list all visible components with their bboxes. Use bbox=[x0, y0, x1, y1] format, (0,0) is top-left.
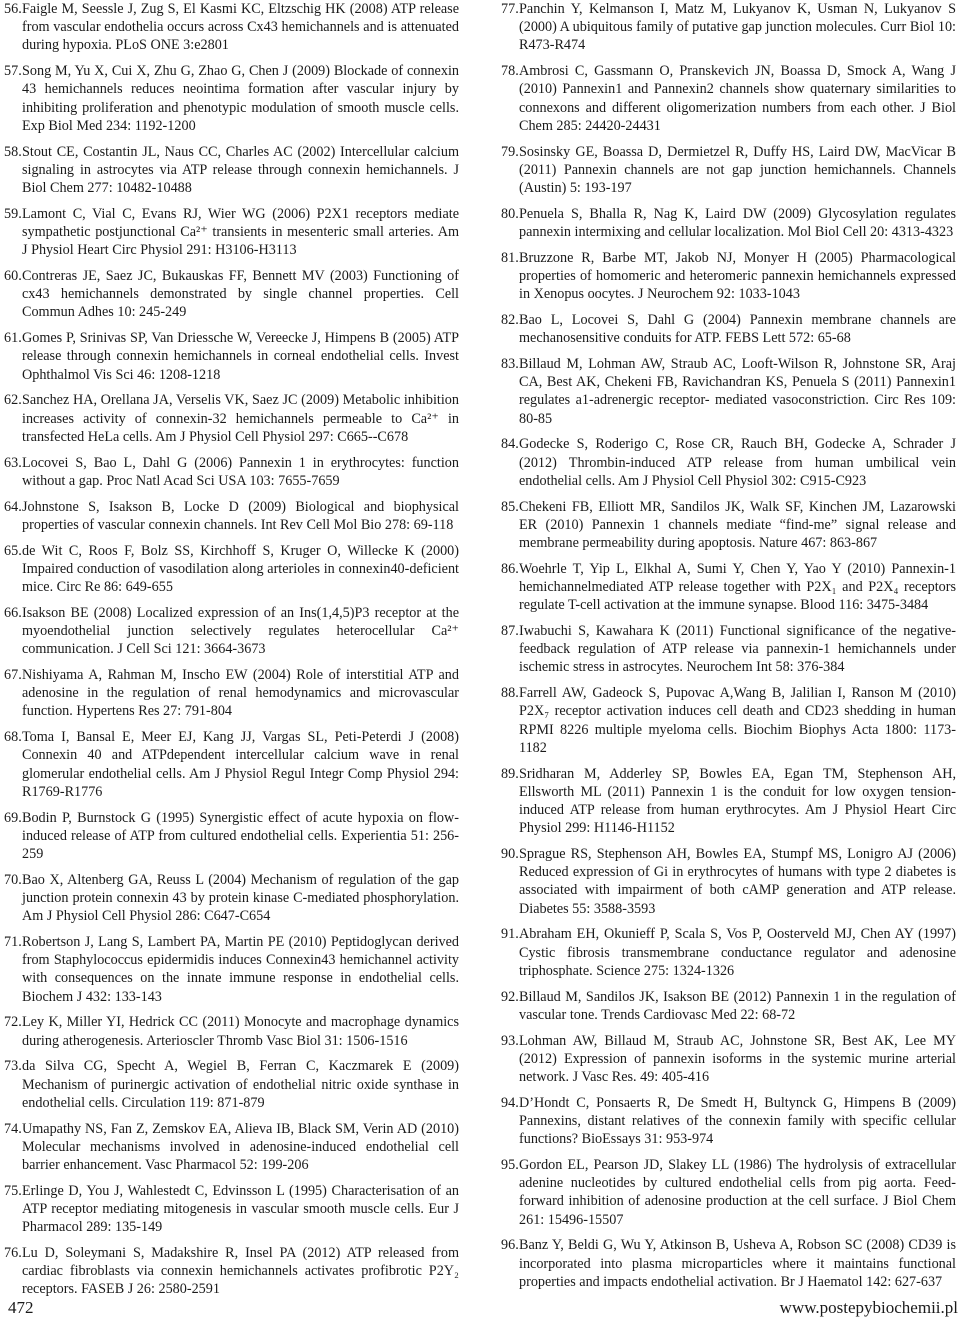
reference-text: Abraham EH, Okunieff P, Scala S, Vos P, Oosterveld MJ, Chen AY (1997) Cystic fibrosis transmembrane conductance regulator and adenosine triphosphate. Science 275: 1324-1326 bbox=[519, 926, 956, 979]
reference-number: 89. bbox=[501, 765, 519, 782]
reference-text: Nishiyama A, Rahman M, Inscho EW (2004) Role of interstitial ATP and adenosine in the regulation of renal hemodynamics and microvascular function. Hypertens Res 27: 791-804 bbox=[22, 667, 459, 720]
reference-item bbox=[501, 143, 956, 198]
reference-number: 86. bbox=[501, 560, 519, 577]
reference-text: Lamont C, Vial C, Evans RJ, Wier WG (2006) P2X1 receptors mediate sympathetic postjunctional Ca²⁺ transients in mesenteric small arteries. Am J Physiol Heart Circ Physiol 291: H3106-H3113 bbox=[22, 205, 459, 259]
reference-item bbox=[501, 622, 956, 677]
reference-number: 93. bbox=[501, 1032, 519, 1049]
reference-item bbox=[4, 871, 459, 926]
reference-item bbox=[4, 143, 459, 198]
reference-number: 80. bbox=[501, 205, 519, 222]
reference-item bbox=[4, 329, 459, 384]
reference-text: Banz Y, Beldi G, Wu Y, Atkinson B, Usheva A, Robson SC (2008) CD39 is incorporated into plasma microparticles where it maintains functional properties and impacts endothelial activation. Br J Haematol 142: 627-637 bbox=[519, 1237, 956, 1290]
reference-number: 94. bbox=[501, 1094, 519, 1111]
reference-number: 95. bbox=[501, 1157, 519, 1174]
reference-item bbox=[4, 1244, 459, 1299]
reference-text: Panchin Y, Kelmanson I, Matz M, Lukyanov K, Usman N, Lukyanov S (2000) A ubiquitous family of putative gap junction molecules. Curr Biol 10: R473-R474 bbox=[519, 1, 956, 54]
reference-text: Sanchez HA, Orellana JA, Verselis VK, Saez JC (2009) Metabolic inhibition increases activity of connexin-32 hemichannels permeable to Ca²⁺ in transfected HeLa cells. Am J Physiol Cell Physiol 297: C665--C678 bbox=[22, 392, 459, 445]
reference-number: 82. bbox=[501, 312, 519, 329]
reference-text: Faigle M, Seessle J, Zug S, El Kasmi KC, Eltzschig HK (2008) ATP release from vascular endothelia occurs across Cx43 hemichannels and is attenuated during hypoxia. PLoS ONE 3:e2801 bbox=[22, 1, 459, 54]
reference-number: 73. bbox=[4, 1058, 22, 1075]
reference-item bbox=[4, 1120, 459, 1175]
reference-item bbox=[4, 62, 459, 135]
reference-item bbox=[4, 1182, 459, 1237]
reference-text: Lohman AW, Billaud M, Straub AC, Johnstone SR, Best AK, Lee MY (2012) Expression of pannexin isoforms in the systemic murine arterial network. J Vasc Res. 49: 405-416 bbox=[519, 1032, 956, 1086]
reference-number: 61. bbox=[4, 330, 22, 347]
reference-text: Ambrosi C, Gassmann O, Pranskevich JN, Boassa D, Smock A, Wang J (2010) Pannexin1 and Pannexin2 channels show quaternary similarities to connexons and different oligomerization numbers from each other. J Biol Chem 285: 24420-24431 bbox=[519, 63, 956, 134]
reference-text: Sosinsky GE, Boassa D, Dermietzel R, Duffy HS, Laird DW, MacVicar B (2011) Pannexin channels are not gap junction hemichannels. Channels (Austin) 5: 193-197 bbox=[519, 143, 956, 197]
reference-text: Bruzzone R, Barbe MT, Jakob NJ, Monyer H (2005) Pharmacological properties of homomeric and heteromeric pannexin hemichannels expressed in Xenopus oocytes. J Neurochem 92: 1033-1043 bbox=[519, 249, 956, 303]
reference-number: 59. bbox=[4, 205, 22, 222]
reference-text: Bodin P, Burnstock G (1995) Synergistic effect of acute hypoxia on flow-induced release of ATP from cultured endothelial cells. Experientia 51: 256-259 bbox=[22, 809, 459, 863]
reference-item bbox=[501, 0, 956, 55]
references-right-column bbox=[501, 0, 956, 1299]
reference-number: 76. bbox=[4, 1245, 22, 1262]
reference-text: Farrell AW, Gadeock S, Pupovac A,Wang B, Jalilian I, Ranson M (2010) P2X₇ receptor activation induces cell death and CD23 shedding in human RPMI 8226 multiple myeloma cells. Biochim Biophys Acta 1800: 1173-1182 bbox=[519, 685, 956, 756]
reference-text: Woehrle T, Yip L, Elkhal A, Sumi Y, Chen Y, Yao Y (2010) Pannexin-1 hemichannelmediated ATP release together with P2X₁ and P2X₄ receptors regulate T-cell activation at the immune synapse. Blood 116: 3475-3484 bbox=[519, 560, 956, 614]
reference-number: 65. bbox=[4, 542, 22, 559]
reference-item bbox=[4, 604, 459, 659]
reference-item bbox=[4, 1013, 459, 1049]
reference-number: 87. bbox=[501, 623, 519, 640]
reference-number: 63. bbox=[4, 454, 22, 471]
reference-number: 81. bbox=[501, 249, 519, 266]
reference-text: Umapathy NS, Fan Z, Zemskov EA, Alieva IB, Black SM, Verin AD (2010) Molecular mechanisms involved in adenosine-induced endothelial cell barrier enhancement. Vasc Pharmacol 52: 199-206 bbox=[22, 1120, 459, 1174]
reference-number: 84. bbox=[501, 436, 519, 453]
reference-item bbox=[4, 542, 459, 597]
reference-item bbox=[501, 62, 956, 135]
reference-item bbox=[501, 498, 956, 553]
reference-item bbox=[501, 249, 956, 304]
reference-number: 91. bbox=[501, 926, 519, 943]
reference-text: Gordon EL, Pearson JD, Slakey LL (1986) The hydrolysis of extracellular adenine nucleotides by cultured endothelial cells from pig aorta. Feed-forward inhibition of adenosine production at the cell surface. J Biol Chem 261: 15496-15507 bbox=[519, 1157, 956, 1228]
reference-number: 85. bbox=[501, 498, 519, 515]
reference-text: Billaud M, Sandilos JK, Isakson BE (2012) Pannexin 1 in the regulation of vascular tone. Trends Cardiovasc Med 22: 68-72 bbox=[519, 988, 956, 1023]
reference-item bbox=[501, 311, 956, 347]
reference-text: Chekeni FB, Elliott MR, Sandilos JK, Walk SF, Kinchen JM, Lazarowski ER (2010) Pannexin 1 channels mediate “find-me” signal release and membrane permeability during apoptosis. Nature 467: 863-867 bbox=[519, 498, 956, 552]
reference-item bbox=[501, 765, 956, 838]
reference-item bbox=[4, 933, 459, 1006]
reference-item bbox=[4, 809, 459, 864]
reference-number: 90. bbox=[501, 846, 519, 863]
reference-item bbox=[501, 1094, 956, 1149]
reference-number: 66. bbox=[4, 604, 22, 621]
reference-number: 72. bbox=[4, 1014, 22, 1031]
reference-text: Godecke S, Roderigo C, Rose CR, Rauch BH, Godecke A, Schrader J (2012) Thrombin-induced ATP release from human umbilical vein endothelial cells. Am J Physiol Cell Physiol 302: C915-C923 bbox=[519, 436, 956, 489]
reference-text: Bao X, Altenberg GA, Reuss L (2004) Mechanism of regulation of the gap junction protein connexin 43 by protein kinase C-mediated phosphorylation. Am J Physiol Cell Physiol 286: C647-C654 bbox=[22, 871, 459, 925]
reference-text: Lu D, Soleymani S, Madakshire R, Insel PA (2012) ATP released from cardiac fibroblasts via connexin hemichannels activates profibrotic P2Y₂ receptors. FASEB J 26: 2580-2591 bbox=[22, 1245, 459, 1298]
reference-item bbox=[501, 1156, 956, 1229]
reference-number: 70. bbox=[4, 871, 22, 888]
reference-text: Contreras JE, Saez JC, Bukauskas FF, Bennett MV (2003) Functioning of cx43 hemichannels demonstrated by single channel properties. Cell Commun Adhes 10: 245-249 bbox=[22, 268, 459, 321]
reference-text: Sridharan M, Adderley SP, Bowles EA, Egan TM, Stephenson AH, Ellsworth ML (2011) Pannexin 1 is the conduit for low oxygen tension-induced ATP release from human erythrocytes. Am J Physiol Heart Circ Physiol 299: H1146-H1152 bbox=[519, 765, 956, 837]
reference-item bbox=[501, 355, 956, 428]
reference-item bbox=[501, 684, 956, 757]
reference-number: 96. bbox=[501, 1237, 519, 1254]
reference-text: Gomes P, Srinivas SP, Van Driessche W, Vereecke J, Himpens B (2005) ATP release through connexin hemichannels in corneal endothelial cells. Invest Ophthalmol Vis Sci 46: 1208-1218 bbox=[22, 330, 459, 383]
reference-text: Isakson BE (2008) Localized expression of an Ins(1,4,5)P3 receptor at the myoendothelial junction selectively regulates heterocellular Ca²⁺ communication. J Cell Sci 121: 3664-3673 bbox=[22, 604, 459, 658]
reference-item bbox=[4, 454, 459, 490]
reference-item bbox=[4, 1057, 459, 1112]
reference-item bbox=[501, 205, 956, 241]
reference-item bbox=[4, 267, 459, 322]
reference-item bbox=[501, 988, 956, 1024]
reference-item bbox=[501, 1236, 956, 1291]
reference-number: 62. bbox=[4, 392, 22, 409]
page-footer bbox=[0, 1298, 960, 1320]
reference-number: 68. bbox=[4, 729, 22, 746]
reference-text: Locovei S, Bao L, Dahl G (2006) Pannexin 1 in erythrocytes: function without a gap. Proc Natl Acad Sci USA 103: 7655-7659 bbox=[22, 454, 459, 489]
reference-number: 92. bbox=[501, 988, 519, 1005]
reference-item bbox=[4, 728, 459, 801]
reference-item bbox=[4, 391, 459, 446]
reference-number: 56. bbox=[4, 1, 22, 17]
references-left-column bbox=[4, 0, 459, 1306]
journal-website[interactable]: www.postepybiochemii.pl bbox=[779, 1298, 958, 1317]
reference-text: da Silva CG, Specht A, Wegiel B, Ferran C, Kaczmarek E (2009) Mechanism of purinergic activation of endothelial nitric oxide synthase in endothelial cells. Circulation 119: 871-879 bbox=[22, 1058, 459, 1111]
reference-text: Sprague RS, Stephenson AH, Bowles EA, Stumpf MS, Lonigro AJ (2006) Reduced expression of Gi in erythrocytes of humans with type 2 diabetes is associated with impairment of both cAMP generation and ATP release. Diabetes 55: 3588-3593 bbox=[519, 846, 956, 917]
reference-item bbox=[501, 925, 956, 980]
reference-number: 64. bbox=[4, 498, 22, 515]
reference-item bbox=[501, 1032, 956, 1087]
reference-text: Robertson J, Lang S, Lambert PA, Martin PE (2010) Peptidoglycan derived from Staphylococcus epidermidis induces Connexin43 hemichannel activity with consequences on the innate immune response in endothelial cells. Biochem J 432: 133-143 bbox=[22, 934, 459, 1005]
reference-number: 71. bbox=[4, 934, 22, 951]
reference-number: 60. bbox=[4, 268, 22, 285]
reference-text: Toma I, Bansal E, Meer EJ, Kang JJ, Vargas SL, Peti-Peterdi J (2008) Connexin 40 and ATPdependent intercellular calcium wave in renal glomerular endothelial cells. Am J Physiol Regul Integr Comp Physiol 294: R1769-R1776 bbox=[22, 729, 459, 800]
reference-item bbox=[501, 560, 956, 615]
reference-number: 79. bbox=[501, 143, 519, 160]
reference-number: 75. bbox=[4, 1182, 22, 1199]
reference-text: Iwabuchi S, Kawahara K (2011) Functional significance of the negative-feedback regulation of ATP release via pannexin-1 hemichannels under ischemic stress in astrocytes. Neurochem Int 58: 376-384 bbox=[519, 623, 956, 676]
reference-text: Erlinge D, You J, Wahlestedt C, Edvinsson L (1995) Characterisation of an ATP receptor mediating mitogenesis in vascular smooth muscle cells. Eur J Pharmacol 289: 135-149 bbox=[22, 1182, 459, 1236]
reference-number: 67. bbox=[4, 667, 22, 684]
page-number: 472 bbox=[8, 1298, 34, 1317]
reference-item bbox=[501, 845, 956, 918]
reference-text: Stout CE, Costantin JL, Naus CC, Charles AC (2002) Intercellular calcium signaling in astrocytes via ATP release through connexin hemichannels. J Biol Chem 277: 10482-10488 bbox=[22, 143, 459, 197]
reference-text: Song M, Yu X, Cui X, Zhu G, Zhao G, Chen J (2009) Blockade of connexin 43 hemichannels reduces neointima formation after vascular injury by inhibiting proliferation and phenotypic modulation of smooth muscle cells. Exp Biol Med 234: 1192-1200 bbox=[22, 63, 459, 134]
reference-item bbox=[4, 498, 459, 534]
reference-item bbox=[4, 205, 459, 260]
reference-number: 77. bbox=[501, 1, 519, 17]
reference-text: Johnstone S, Isakson B, Locke D (2009) Biological and biophysical properties of vascular connexin channels. Int Rev Cell Mol Bio 278: 69-118 bbox=[22, 498, 459, 533]
reference-number: 69. bbox=[4, 809, 22, 826]
reference-text: de Wit C, Roos F, Bolz SS, Kirchhoff S, Kruger O, Willecke K (2000) Impaired conduction of vasodilation along arterioles in connexin40-deficient mice. Circ Re 86: 649-655 bbox=[22, 542, 459, 596]
reference-item bbox=[4, 0, 459, 55]
reference-number: 74. bbox=[4, 1120, 22, 1137]
reference-text: Ley K, Miller YI, Hedrick CC (2011) Monocyte and macrophage dynamics during atherogenesis. Arterioscler Thromb Vasc Biol 31: 1506-1516 bbox=[22, 1014, 459, 1049]
reference-number: 58. bbox=[4, 143, 22, 160]
reference-number: 57. bbox=[4, 63, 22, 80]
reference-text: D’Hondt C, Ponsaerts R, De Smedt H, Bultynck G, Himpens B (2009) Pannexins, distant relatives of the connexin family with specific cellular functions? BioEssays 31: 953-974 bbox=[519, 1094, 956, 1148]
reference-item bbox=[4, 666, 459, 721]
reference-text: Penuela S, Bhalla R, Nag K, Laird DW (2009) Glycosylation regulates pannexin intermixing and cellular localization. Mol Biol Cell 20: 4313-4323 bbox=[519, 205, 956, 241]
reference-item bbox=[501, 435, 956, 490]
reference-number: 88. bbox=[501, 685, 519, 702]
reference-number: 83. bbox=[501, 356, 519, 373]
reference-number: 78. bbox=[501, 63, 519, 80]
reference-text: Bao L, Locovei S, Dahl G (2004) Pannexin membrane channels are mechanosensitive conduits for ATP. FEBS Lett 572: 65-68 bbox=[519, 312, 956, 347]
reference-text: Billaud M, Lohman AW, Straub AC, Looft-Wilson R, Johnstone SR, Araj CA, Best AK, Chekeni FB, Ravichandran KS, Penuela S (2011) Pannexin1 regulates a1-adrenergic receptor- mediated vasoconstriction. Circ Res 109: 80-85 bbox=[519, 356, 956, 427]
